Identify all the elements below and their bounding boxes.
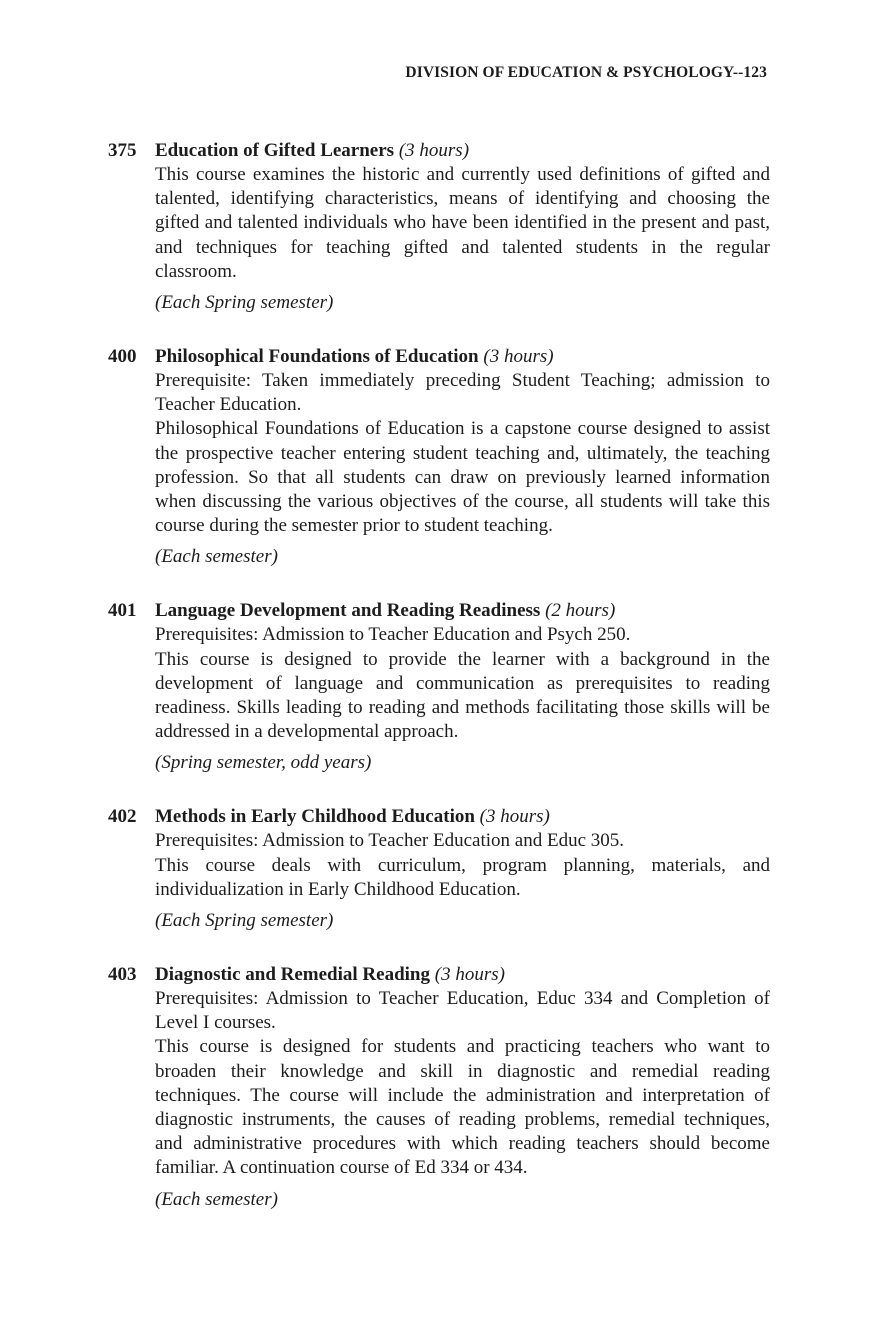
course-number: 402 (108, 806, 137, 828)
course-hours: (3 hours) (398, 140, 470, 161)
course-hours: (3 hours) (479, 806, 550, 828)
course-heading (155, 962, 770, 987)
course-heading (155, 598, 770, 623)
course-offered: (Each Spring semester) (155, 292, 334, 314)
course-offered: (Each semester) (155, 546, 278, 568)
course-entry (108, 598, 770, 775)
course-list (108, 138, 770, 1241)
course-title: Philosophical Foundations of Education (155, 346, 479, 368)
course-heading (155, 804, 770, 829)
course-title: Diagnostic and Remedial Reading (155, 964, 430, 986)
course-heading (155, 344, 770, 369)
course-description: Philosophical Foundations of Education is a capstone course designed to assist the prospective teacher entering student teaching and, ultimately, the teaching profession. So that all students can draw on previously learned information when discussing the various objectives of the course, all students will take this course during the semester prior to student teaching. (155, 418, 770, 537)
course-title: Language Development and Reading Readiness (155, 600, 541, 622)
course-entry (108, 804, 770, 933)
course-prerequisite: Prerequisites: Admission to Teacher Education and Psych 250. (155, 624, 631, 646)
course-entry (108, 344, 770, 569)
course-number: 400 (108, 346, 137, 368)
course-entry (108, 138, 770, 315)
course-number: 375 (108, 140, 137, 161)
course-description: This course is designed for students and practicing teachers who want to broaden their knowledge and skill in diagnostic and remedial reading techniques. The course will include the administration and interpretation of diagnostic instruments, the causes of reading problems, remedial techniques, and administrative procedures with which reading teachers should become familiar. A continuation course of Ed 334 or 434. (155, 1036, 770, 1179)
course-entry (108, 962, 770, 1212)
course-number: 401 (108, 600, 137, 622)
course-prerequisite: Prerequisites: Admission to Teacher Education and Educ 305. (155, 830, 624, 852)
course-title: Methods in Early Childhood Education (155, 806, 475, 828)
course-description: This course examines the historic and currently used definitions of gifted and talented, identifying characteristics, means of identifying and choosing the gifted and talented individuals who have been identified in the present and past, and techniques for teaching gifted and talented students in the regular classroom. (155, 164, 770, 282)
course-offered: (Each semester) (155, 1188, 278, 1210)
course-hours: (3 hours) (483, 346, 554, 368)
course-offered: (Each Spring semester) (155, 910, 334, 932)
course-prerequisite: Prerequisite: Taken immediately preceding Student Teaching; admission to Teacher Education. (155, 370, 770, 416)
running-head: DIVISION OF EDUCATION & PSYCHOLOGY--123 (405, 64, 767, 81)
course-prerequisite: Prerequisites: Admission to Teacher Education, Educ 334 and Completion of Level I courses. (155, 988, 770, 1034)
course-description: This course is designed to provide the learner with a background in the development of language and communication as prerequisites to reading readiness. Skills leading to reading and methods facilitating those skills will be addressed in a developmental approach. (155, 648, 770, 743)
course-title: Education of Gifted Learners (155, 140, 395, 161)
course-description: This course deals with curriculum, program planning, materials, and individualization in Early Childhood Education. (155, 854, 770, 900)
course-offered: (Spring semester, odd years) (155, 752, 372, 774)
course-hours: (3 hours) (434, 964, 505, 986)
course-heading (155, 138, 770, 163)
course-hours: (2 hours) (545, 600, 616, 622)
course-number: 403 (108, 964, 137, 986)
